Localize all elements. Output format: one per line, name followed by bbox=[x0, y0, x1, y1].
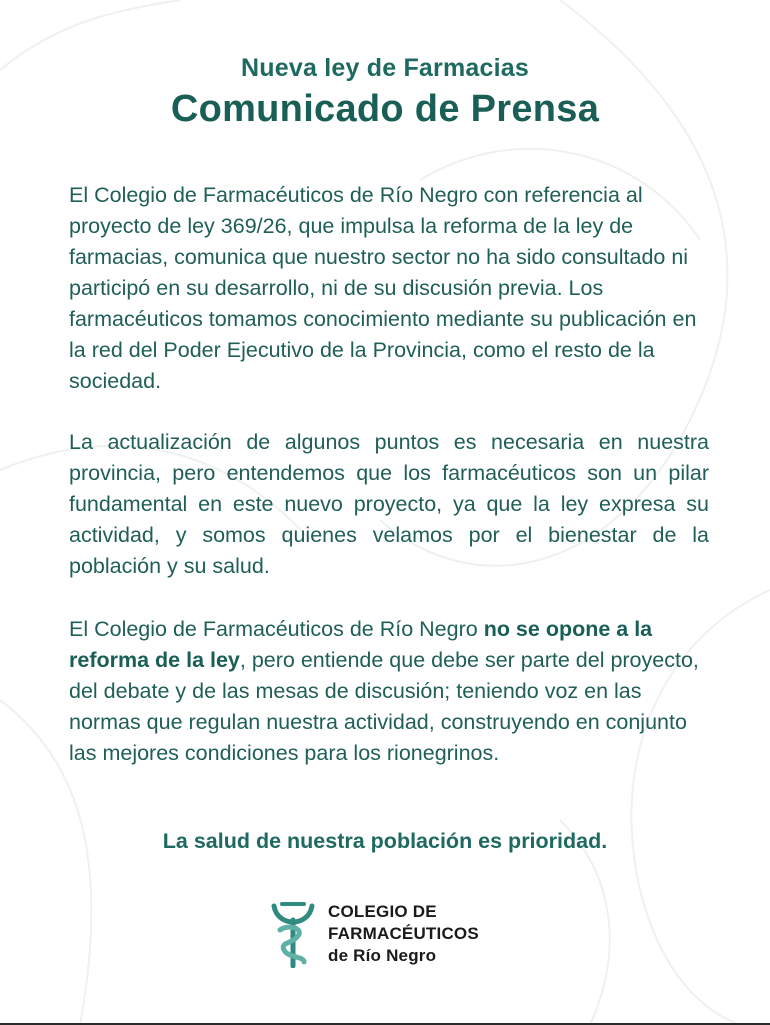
page-title: Comunicado de Prensa bbox=[170, 88, 600, 130]
closing-statement: La salud de nuestra población es prioridad. bbox=[162, 829, 608, 853]
organization-logo bbox=[268, 900, 528, 970]
logo-line-2: FARMACÉUTICOS bbox=[328, 924, 479, 943]
logo-text bbox=[328, 901, 479, 967]
page-subtitle: Nueva ley de Farmacias bbox=[241, 54, 529, 82]
paragraph-3-end: , pero entiende que debe ser parte del proyecto, del debate y de las mesas de discusión; teniendo voz en las normas que regulan nuestra actividad, construyendo en conjunto las mejores condiciones para los rionegrinos. bbox=[69, 648, 699, 765]
paragraph-3-start: El Colegio de Farmacéuticos de Río Negro bbox=[69, 617, 484, 641]
paragraph-2: La actualización de algunos puntos es necesaria en nuestra provincia, pero entendemos que los farmacéuticos son un pilar fundamental en este nuevo proyecto, ya que la ley expresa su actividad, y somos quienes velamos por el bienestar de la población y su salud. bbox=[69, 430, 709, 578]
logo-line-1: COLEGIO DE bbox=[328, 902, 437, 921]
caduceus-icon bbox=[268, 900, 318, 968]
paragraph-1: El Colegio de Farmacéuticos de Río Negro con referencia al proyecto de ley 369/26, que impulsa la reforma de la ley de farmacias, comunica que nuestro sector no ha sido consultado ni participó en su desarrollo, ni de su discusión previa. Los farmacéuticos tomamos conocimiento mediante su publicación en la red del Poder Ejecutivo de la Provincia, como el resto de la sociedad. bbox=[69, 183, 697, 393]
paragraph-3-emphasis: no se opone a la reforma de la ley bbox=[69, 617, 653, 672]
paragraph-3 bbox=[69, 614, 709, 769]
logo-line-3: de Río Negro bbox=[328, 946, 437, 965]
